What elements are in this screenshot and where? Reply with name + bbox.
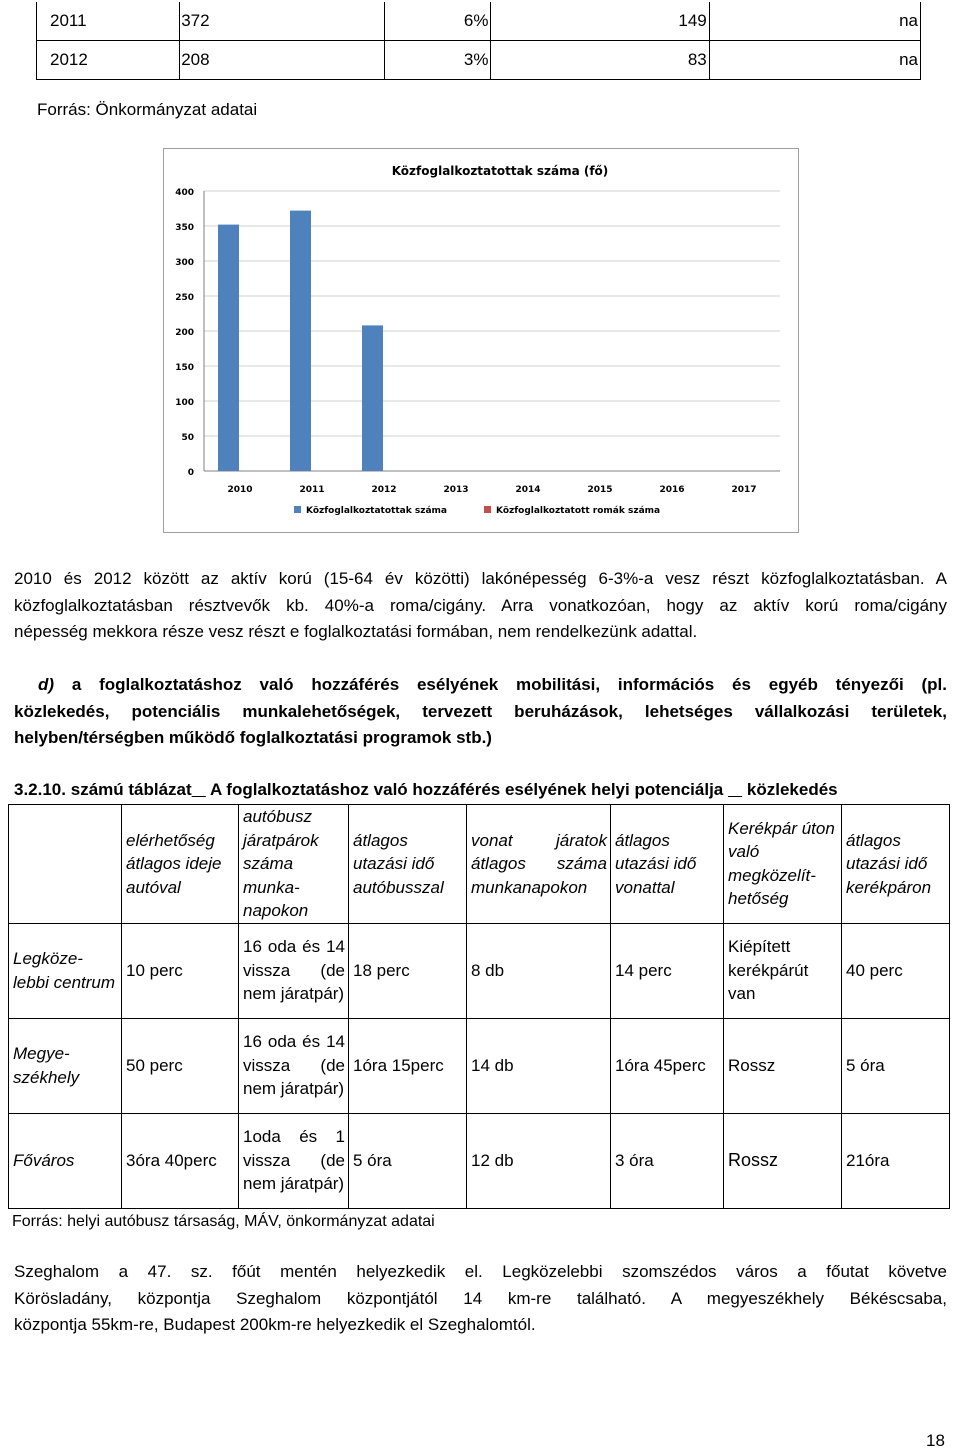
heading-line: helyben/térségben működő foglalkoztatási programok stb.) xyxy=(14,728,492,747)
table-cell: 2012 xyxy=(37,41,180,80)
y-tick-label: 50 xyxy=(181,433,194,443)
heading-line: közlekedés, potenciális munkalehetőségek, tervezett beruházások, lehetséges vállalkozási területek, xyxy=(14,701,947,721)
paragraph-line: Szeghalom a 47. sz. főút mentén helyezkedik el. Legközelebbi szomszédos város a főutat követve xyxy=(14,1262,947,1281)
table-cell: 1óra 45perc xyxy=(611,1018,724,1113)
table-row xyxy=(9,923,950,1018)
table-cell: 14 perc xyxy=(611,923,724,1018)
header-cell: elérhetőség átlagos ideje autóval xyxy=(122,805,239,924)
paragraph-line: közfoglalkoztatásban résztvevők kb. 40%-a roma/cigány. Arra vonatkozóan, hogy az aktív korú roma/cigány xyxy=(14,595,947,615)
table-cell: na xyxy=(709,2,920,41)
row-header: Legköze-lebbi centrum xyxy=(9,923,122,1018)
top-table xyxy=(36,2,921,80)
bar xyxy=(290,211,311,471)
table-cell: 10 perc xyxy=(122,923,239,1018)
table-row xyxy=(37,41,921,80)
table-cell: 1oda és 1 vissza (de nem járatpár) xyxy=(239,1113,349,1208)
table-cell: 5 óra xyxy=(842,1018,950,1113)
x-tick-label: 2017 xyxy=(731,485,757,495)
table-header-row xyxy=(9,805,950,924)
header-cell: átlagos utazási idő vonattal xyxy=(611,805,724,924)
bar xyxy=(362,325,383,471)
row-header: Főváros xyxy=(9,1113,122,1208)
bar-chart xyxy=(163,148,799,533)
header-cell: vonat járatok átlagos száma munkanapokon xyxy=(467,805,611,924)
header-cell: átlagos utazási idő kerékpáron xyxy=(842,805,950,924)
table-cell: 372 xyxy=(180,2,385,41)
y-tick-label: 100 xyxy=(175,398,194,408)
paragraph-employment xyxy=(14,566,947,646)
legend-label: Közfoglalkoztatottak száma xyxy=(306,506,447,516)
table-cell: 8 db xyxy=(467,923,611,1018)
table-cell: na xyxy=(709,41,920,80)
section-heading-d xyxy=(14,672,947,752)
table-cell: 2011 xyxy=(37,2,180,41)
table-row xyxy=(37,2,921,41)
table-cell: 3% xyxy=(384,41,491,80)
table-row xyxy=(9,1018,950,1113)
table-cell: 6% xyxy=(384,2,491,41)
heading-text: a foglalkoztatáshoz való hozzáférés esélyének mobilitási, információs és egyéb tényezői (pl. xyxy=(71,675,947,694)
transport-table xyxy=(8,804,950,1209)
y-tick-label: 0 xyxy=(187,468,194,478)
header-cell-empty xyxy=(9,805,122,924)
page-number: 18 xyxy=(926,1431,945,1450)
caption-dash xyxy=(728,780,742,799)
table-row xyxy=(9,1113,950,1208)
heading-line xyxy=(14,672,947,699)
legend-swatch xyxy=(484,506,491,513)
legend-label: Közfoglalkoztatott romák száma xyxy=(496,506,661,516)
y-tick-label: 250 xyxy=(175,293,194,303)
chart-svg xyxy=(164,149,798,532)
y-tick-label: 200 xyxy=(175,328,194,338)
caption-pre: számú táblázat xyxy=(70,780,192,799)
table-cell: 5 óra xyxy=(349,1113,467,1208)
x-tick-label: 2011 xyxy=(299,485,325,495)
table-cell: 40 perc xyxy=(842,923,950,1018)
paragraph-line: központja 55km-re, Budapest 200km-re helyezkedik el Szeghalomtól. xyxy=(14,1315,536,1334)
x-tick-label: 2015 xyxy=(587,485,613,495)
heading-prefix: d) xyxy=(38,675,55,694)
paragraph-line: népesség mekkora része vesz részt e foglalkoztatási formában, nem rendelkezünk adattal. xyxy=(14,622,698,641)
table-cell: Rossz xyxy=(724,1113,842,1208)
caption-number: 3.2.10. xyxy=(14,780,66,799)
table-cell: 208 xyxy=(180,41,385,80)
caption-suffix: közlekedés xyxy=(746,780,838,799)
caption-dash xyxy=(192,780,206,799)
bar xyxy=(218,225,239,471)
table-cell: 50 perc xyxy=(122,1018,239,1113)
table-cell: 18 perc xyxy=(349,923,467,1018)
chart-title: Közfoglalkoztatottak száma (fő) xyxy=(391,164,609,178)
x-tick-label: 2013 xyxy=(443,485,469,495)
paragraph-location xyxy=(14,1259,947,1339)
transport-table-source: Forrás: helyi autóbusz társaság, MÁV, önkormányzat adatai xyxy=(12,1213,435,1230)
table-cell: 16 oda és 14 vissza (de nem járatpár) xyxy=(239,923,349,1018)
top-table-source: Forrás: Önkormányzat adatai xyxy=(37,100,258,119)
table-cell: 21óra xyxy=(842,1113,950,1208)
table-cell: 1óra 15perc xyxy=(349,1018,467,1113)
table-cell: Kiépített kerékpárút van xyxy=(724,923,842,1018)
caption-title: A foglalkoztatáshoz való hozzáférés esélyének helyi potenciálja xyxy=(209,780,724,799)
table-cell: 149 xyxy=(491,2,709,41)
x-tick-label: 2010 xyxy=(227,485,253,495)
x-tick-label: 2014 xyxy=(515,485,541,495)
table-cell: 14 db xyxy=(467,1018,611,1113)
table-cell: 12 db xyxy=(467,1113,611,1208)
table-cell: Rossz xyxy=(724,1018,842,1113)
row-header: Megye-székhely xyxy=(9,1018,122,1113)
paragraph-line: 2010 és 2012 között az aktív korú (15-64 év közötti) lakónépesség 6-3%-a vesz részt közfoglalkoztatásban. A xyxy=(14,569,947,588)
paragraph-line: Körösladány, központja Szeghalom központjától 14 km-re található. A megyeszékhely Békéscsaba, xyxy=(14,1288,947,1308)
table-cell: 83 xyxy=(491,41,709,80)
table-cell: 3 óra xyxy=(611,1113,724,1208)
table-cell: 16 oda és 14 vissza (de nem járatpár) xyxy=(239,1018,349,1113)
header-cell: autóbusz járatpárok száma munka-napokon xyxy=(239,805,349,924)
x-tick-label: 2012 xyxy=(371,485,397,495)
y-tick-label: 300 xyxy=(175,258,194,268)
legend-swatch xyxy=(294,506,301,513)
y-tick-label: 150 xyxy=(175,363,194,373)
table-cell: 3óra 40perc xyxy=(122,1113,239,1208)
y-tick-label: 400 xyxy=(175,188,194,198)
table-caption xyxy=(14,777,838,803)
y-tick-label: 350 xyxy=(175,223,194,233)
x-tick-label: 2016 xyxy=(659,485,685,495)
header-cell: átlagos utazási idő autóbusszal xyxy=(349,805,467,924)
header-cell: Kerékpár úton való megközelít-hetőség xyxy=(724,805,842,924)
